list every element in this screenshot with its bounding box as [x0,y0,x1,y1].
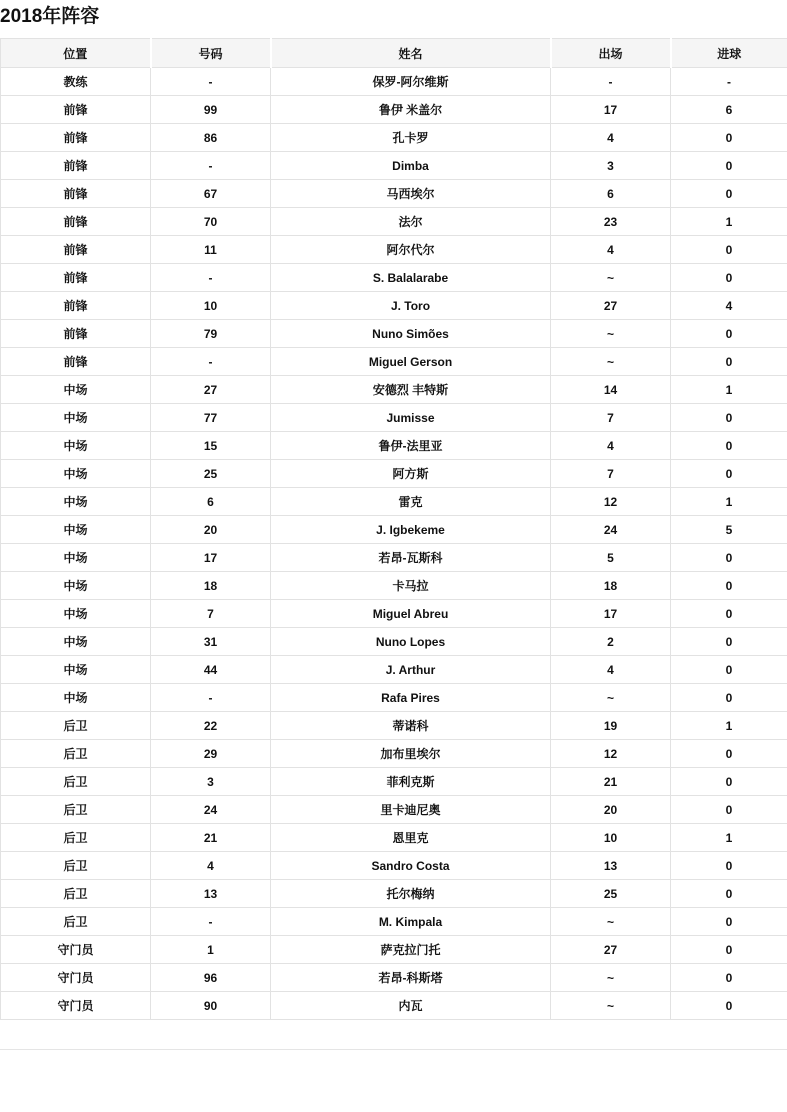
cell-goals: 0 [671,768,787,796]
table-row [1,740,787,768]
cell-position: 中场 [1,656,151,684]
cell-goals: 0 [671,124,787,152]
cell-goals: 0 [671,460,787,488]
table-row [1,488,787,516]
cell-number: - [151,152,271,180]
cell-goals: 0 [671,600,787,628]
cell-name: 鲁伊 米盖尔 [271,96,551,124]
cell-name: 里卡迪尼奥 [271,796,551,824]
table-row [1,768,787,796]
cell-appearances: ~ [551,684,671,712]
roster-table [0,38,787,1020]
cell-appearances: 23 [551,208,671,236]
table-row [1,712,787,740]
cell-position: 中场 [1,460,151,488]
header-row [1,39,787,68]
cell-appearances: ~ [551,320,671,348]
cell-goals: 0 [671,236,787,264]
cell-position: 守门员 [1,992,151,1020]
table-row [1,684,787,712]
cell-name: Rafa Pires [271,684,551,712]
cell-position: 后卫 [1,712,151,740]
table-row [1,656,787,684]
cell-position: 前锋 [1,236,151,264]
cell-appearances: 4 [551,656,671,684]
table-row [1,124,787,152]
section-divider [0,1049,787,1050]
cell-name: M. Kimpala [271,908,551,936]
cell-name: 加布里埃尔 [271,740,551,768]
cell-position: 前锋 [1,180,151,208]
cell-position: 前锋 [1,320,151,348]
cell-goals: 0 [671,880,787,908]
table-row [1,264,787,292]
cell-name: Sandro Costa [271,852,551,880]
cell-number: 70 [151,208,271,236]
cell-number: 3 [151,768,271,796]
cell-name: Dimba [271,152,551,180]
cell-appearances: 13 [551,852,671,880]
cell-number: 86 [151,124,271,152]
cell-number: 6 [151,488,271,516]
cell-name: 阿方斯 [271,460,551,488]
table-row [1,404,787,432]
cell-appearances: 25 [551,880,671,908]
table-row [1,544,787,572]
cell-name: 法尔 [271,208,551,236]
table-row [1,180,787,208]
cell-name: 卡马拉 [271,572,551,600]
cell-number: - [151,348,271,376]
cell-appearances: 12 [551,488,671,516]
cell-number: 99 [151,96,271,124]
cell-appearances: 6 [551,180,671,208]
cell-appearances: 2 [551,628,671,656]
page [0,6,787,1050]
column-header-name: 姓名 [271,39,551,68]
cell-appearances: 17 [551,600,671,628]
cell-appearances: ~ [551,348,671,376]
cell-name: 阿尔代尔 [271,236,551,264]
cell-appearances: 7 [551,460,671,488]
cell-number: 24 [151,796,271,824]
cell-goals: 0 [671,684,787,712]
cell-name: 鲁伊-法里亚 [271,432,551,460]
cell-goals: 0 [671,908,787,936]
cell-goals: 0 [671,656,787,684]
cell-goals: - [671,68,787,96]
cell-goals: 1 [671,488,787,516]
cell-appearances: 27 [551,936,671,964]
cell-number: - [151,908,271,936]
cell-number: 67 [151,180,271,208]
table-row [1,376,787,404]
cell-name: 孔卡罗 [271,124,551,152]
cell-position: 守门员 [1,936,151,964]
cell-goals: 1 [671,824,787,852]
cell-name: J. Igbekeme [271,516,551,544]
cell-goals: 0 [671,852,787,880]
cell-position: 前锋 [1,152,151,180]
cell-goals: 1 [671,208,787,236]
cell-position: 中场 [1,488,151,516]
table-header [1,39,787,68]
cell-number: 44 [151,656,271,684]
cell-number: - [151,684,271,712]
cell-name: 安德烈 丰特斯 [271,376,551,404]
cell-appearances: 7 [551,404,671,432]
cell-appearances: ~ [551,264,671,292]
cell-name: 若昂-科斯塔 [271,964,551,992]
cell-position: 后卫 [1,852,151,880]
cell-position: 中场 [1,376,151,404]
cell-number: 20 [151,516,271,544]
cell-number: 96 [151,964,271,992]
cell-position: 中场 [1,516,151,544]
cell-appearances: 3 [551,152,671,180]
cell-position: 中场 [1,544,151,572]
cell-appearances: 17 [551,96,671,124]
table-row [1,432,787,460]
cell-appearances: ~ [551,964,671,992]
cell-goals: 0 [671,264,787,292]
column-header-number: 号码 [151,39,271,68]
cell-goals: 0 [671,152,787,180]
cell-position: 后卫 [1,768,151,796]
cell-goals: 0 [671,180,787,208]
table-row [1,936,787,964]
cell-appearances: 4 [551,124,671,152]
cell-name: 内瓦 [271,992,551,1020]
cell-number: 13 [151,880,271,908]
cell-goals: 5 [671,516,787,544]
cell-appearances: - [551,68,671,96]
cell-name: Nuno Lopes [271,628,551,656]
cell-position: 中场 [1,628,151,656]
cell-number: 27 [151,376,271,404]
cell-appearances: 4 [551,432,671,460]
table-row [1,572,787,600]
cell-goals: 0 [671,740,787,768]
table-row [1,796,787,824]
column-header-appearances: 出场 [551,39,671,68]
cell-goals: 0 [671,936,787,964]
table-row [1,880,787,908]
cell-position: 后卫 [1,796,151,824]
cell-name: Nuno Simões [271,320,551,348]
cell-goals: 0 [671,544,787,572]
cell-goals: 4 [671,292,787,320]
cell-appearances: 20 [551,796,671,824]
table-row [1,96,787,124]
cell-name: 蒂诺科 [271,712,551,740]
cell-goals: 0 [671,432,787,460]
cell-goals: 0 [671,992,787,1020]
table-row [1,460,787,488]
cell-name: Miguel Gerson [271,348,551,376]
cell-number: 29 [151,740,271,768]
cell-position: 教练 [1,68,151,96]
cell-appearances: 5 [551,544,671,572]
cell-position: 中场 [1,432,151,460]
cell-number: 10 [151,292,271,320]
cell-name: 若昂-瓦斯科 [271,544,551,572]
cell-number: 18 [151,572,271,600]
cell-appearances: 10 [551,824,671,852]
cell-goals: 0 [671,572,787,600]
cell-goals: 0 [671,964,787,992]
table-row [1,964,787,992]
cell-number: - [151,68,271,96]
cell-name: J. Toro [271,292,551,320]
cell-appearances: ~ [551,992,671,1020]
cell-position: 中场 [1,684,151,712]
cell-position: 前锋 [1,264,151,292]
cell-position: 守门员 [1,964,151,992]
column-header-goals: 进球 [671,39,787,68]
cell-appearances: 27 [551,292,671,320]
cell-appearances: 24 [551,516,671,544]
cell-number: 25 [151,460,271,488]
cell-goals: 0 [671,348,787,376]
cell-position: 中场 [1,572,151,600]
table-row [1,992,787,1020]
table-row [1,824,787,852]
cell-number: 7 [151,600,271,628]
cell-name: 恩里克 [271,824,551,852]
cell-position: 后卫 [1,880,151,908]
cell-goals: 0 [671,628,787,656]
table-row [1,236,787,264]
cell-name: 托尔梅纳 [271,880,551,908]
page-title: 2018年阵容 [0,6,787,27]
cell-number: 15 [151,432,271,460]
table-row [1,516,787,544]
cell-position: 中场 [1,404,151,432]
table-row [1,628,787,656]
cell-appearances: 14 [551,376,671,404]
cell-number: 11 [151,236,271,264]
cell-goals: 6 [671,96,787,124]
cell-number: 22 [151,712,271,740]
cell-number: 21 [151,824,271,852]
cell-position: 前锋 [1,348,151,376]
table-body [1,68,787,1020]
table-row [1,320,787,348]
cell-goals: 1 [671,712,787,740]
cell-number: 1 [151,936,271,964]
cell-name: Jumisse [271,404,551,432]
table-row [1,852,787,880]
cell-name: S. Balalarabe [271,264,551,292]
cell-appearances: 4 [551,236,671,264]
cell-name: 菲利克斯 [271,768,551,796]
cell-number: 31 [151,628,271,656]
cell-name: 雷克 [271,488,551,516]
cell-position: 后卫 [1,824,151,852]
table-row [1,908,787,936]
cell-position: 前锋 [1,292,151,320]
table-row [1,68,787,96]
column-header-position: 位置 [1,39,151,68]
cell-appearances: ~ [551,908,671,936]
table-row [1,600,787,628]
cell-position: 前锋 [1,96,151,124]
cell-appearances: 21 [551,768,671,796]
cell-name: 萨克拉门托 [271,936,551,964]
table-row [1,348,787,376]
table-row [1,152,787,180]
cell-position: 后卫 [1,740,151,768]
table-row [1,208,787,236]
cell-number: 77 [151,404,271,432]
cell-name: 马西埃尔 [271,180,551,208]
cell-position: 后卫 [1,908,151,936]
table-row [1,292,787,320]
cell-position: 中场 [1,600,151,628]
cell-number: 90 [151,992,271,1020]
cell-position: 前锋 [1,124,151,152]
cell-appearances: 12 [551,740,671,768]
cell-appearances: 19 [551,712,671,740]
cell-number: - [151,264,271,292]
cell-name: Miguel Abreu [271,600,551,628]
cell-goals: 1 [671,376,787,404]
cell-goals: 0 [671,404,787,432]
cell-goals: 0 [671,320,787,348]
cell-number: 79 [151,320,271,348]
cell-goals: 0 [671,796,787,824]
cell-position: 前锋 [1,208,151,236]
cell-appearances: 18 [551,572,671,600]
cell-name: 保罗-阿尔维斯 [271,68,551,96]
cell-number: 17 [151,544,271,572]
cell-name: J. Arthur [271,656,551,684]
cell-number: 4 [151,852,271,880]
